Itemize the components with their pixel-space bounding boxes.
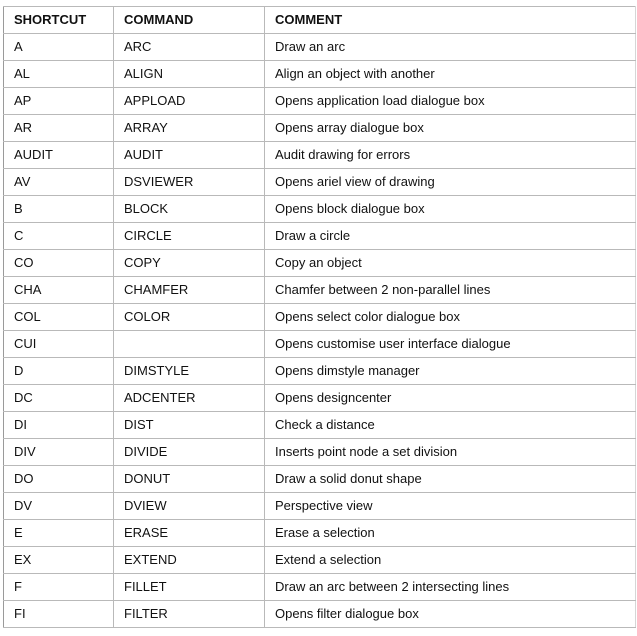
- command-cell: EXTEND: [114, 547, 265, 574]
- shortcut-cell: E: [4, 520, 114, 547]
- table-row: [4, 358, 636, 385]
- command-cell: ERASE: [114, 520, 265, 547]
- shortcut-cell: DIV: [4, 439, 114, 466]
- table-row: [4, 493, 636, 520]
- comment-cell: Opens select color dialogue box: [265, 304, 636, 331]
- table-row: [4, 142, 636, 169]
- command-cell: ARRAY: [114, 115, 265, 142]
- command-cell: ADCENTER: [114, 385, 265, 412]
- shortcut-cell: A: [4, 34, 114, 61]
- command-cell: DIMSTYLE: [114, 358, 265, 385]
- comment-cell: Draw an arc: [265, 34, 636, 61]
- table-row: [4, 439, 636, 466]
- shortcut-cell: EX: [4, 547, 114, 574]
- command-cell: FILLET: [114, 574, 265, 601]
- table-row: [4, 385, 636, 412]
- table-row: [4, 169, 636, 196]
- comment-cell: Draw an arc between 2 intersecting lines: [265, 574, 636, 601]
- command-cell: ALIGN: [114, 61, 265, 88]
- comment-cell: Opens dimstyle manager: [265, 358, 636, 385]
- comment-cell: Audit drawing for errors: [265, 142, 636, 169]
- command-cell: COLOR: [114, 304, 265, 331]
- comment-cell: Extend a selection: [265, 547, 636, 574]
- comment-cell: Copy an object: [265, 250, 636, 277]
- table-row: [4, 574, 636, 601]
- table-body: [4, 34, 636, 628]
- table-row: [4, 196, 636, 223]
- command-cell: [114, 331, 265, 358]
- command-cell: COPY: [114, 250, 265, 277]
- comment-cell: Check a distance: [265, 412, 636, 439]
- comment-cell: Align an object with another: [265, 61, 636, 88]
- shortcut-table: [3, 6, 636, 628]
- header-command: COMMAND: [114, 7, 265, 34]
- command-cell: APPLOAD: [114, 88, 265, 115]
- shortcut-cell: AP: [4, 88, 114, 115]
- comment-cell: Inserts point node a set division: [265, 439, 636, 466]
- table-row: [4, 61, 636, 88]
- comment-cell: Chamfer between 2 non-parallel lines: [265, 277, 636, 304]
- shortcut-cell: AV: [4, 169, 114, 196]
- command-cell: DIST: [114, 412, 265, 439]
- table-row: [4, 250, 636, 277]
- table-row: [4, 88, 636, 115]
- comment-cell: Draw a solid donut shape: [265, 466, 636, 493]
- shortcut-cell: F: [4, 574, 114, 601]
- command-cell: ARC: [114, 34, 265, 61]
- command-cell: DSVIEWER: [114, 169, 265, 196]
- command-cell: BLOCK: [114, 196, 265, 223]
- table-row: [4, 520, 636, 547]
- table-row: [4, 466, 636, 493]
- comment-cell: Opens customise user interface dialogue: [265, 331, 636, 358]
- shortcut-cell: DV: [4, 493, 114, 520]
- table-row: [4, 547, 636, 574]
- command-cell: DVIEW: [114, 493, 265, 520]
- table-row: [4, 277, 636, 304]
- comment-cell: Opens application load dialogue box: [265, 88, 636, 115]
- table-row: [4, 601, 636, 628]
- shortcut-cell: D: [4, 358, 114, 385]
- comment-cell: Opens block dialogue box: [265, 196, 636, 223]
- shortcut-cell: CUI: [4, 331, 114, 358]
- shortcut-cell: CO: [4, 250, 114, 277]
- comment-cell: Opens array dialogue box: [265, 115, 636, 142]
- table-row: [4, 304, 636, 331]
- comment-cell: Erase a selection: [265, 520, 636, 547]
- header-shortcut: SHORTCUT: [4, 7, 114, 34]
- shortcut-cell: DO: [4, 466, 114, 493]
- shortcut-cell: DC: [4, 385, 114, 412]
- comment-cell: Opens designcenter: [265, 385, 636, 412]
- header-comment: COMMENT: [265, 7, 636, 34]
- shortcut-cell: COL: [4, 304, 114, 331]
- command-cell: AUDIT: [114, 142, 265, 169]
- table-row: [4, 223, 636, 250]
- shortcut-cell: CHA: [4, 277, 114, 304]
- comment-cell: Perspective view: [265, 493, 636, 520]
- table-header-row: [4, 7, 636, 34]
- shortcut-cell: FI: [4, 601, 114, 628]
- shortcut-cell: AR: [4, 115, 114, 142]
- table-row: [4, 331, 636, 358]
- comment-cell: Opens filter dialogue box: [265, 601, 636, 628]
- command-cell: CHAMFER: [114, 277, 265, 304]
- shortcut-cell: C: [4, 223, 114, 250]
- command-cell: FILTER: [114, 601, 265, 628]
- comment-cell: Draw a circle: [265, 223, 636, 250]
- comment-cell: Opens ariel view of drawing: [265, 169, 636, 196]
- table-row: [4, 34, 636, 61]
- command-cell: CIRCLE: [114, 223, 265, 250]
- shortcut-cell: B: [4, 196, 114, 223]
- table-row: [4, 412, 636, 439]
- command-cell: DIVIDE: [114, 439, 265, 466]
- command-cell: DONUT: [114, 466, 265, 493]
- shortcut-cell: AL: [4, 61, 114, 88]
- shortcut-cell: DI: [4, 412, 114, 439]
- table-row: [4, 115, 636, 142]
- shortcut-cell: AUDIT: [4, 142, 114, 169]
